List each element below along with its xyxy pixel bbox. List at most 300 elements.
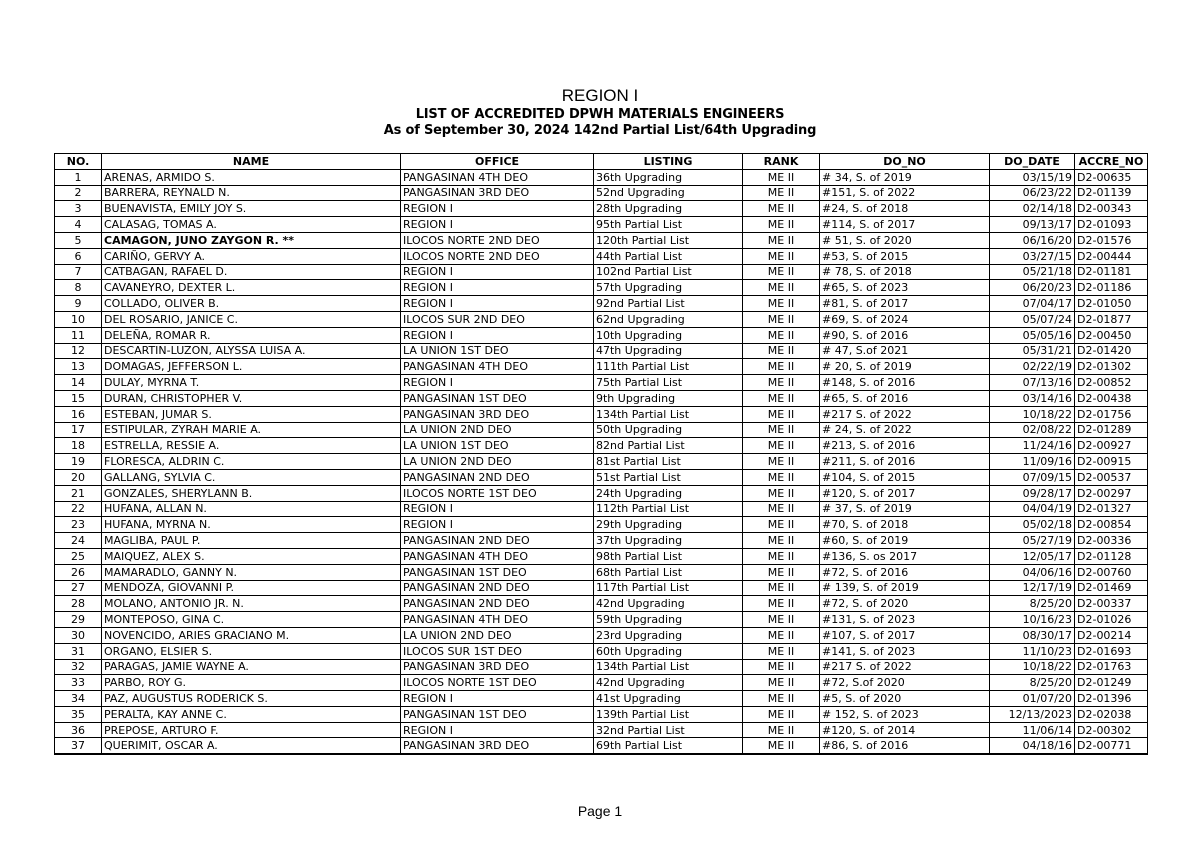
cell-accre-no: D2-01050 — [1075, 296, 1148, 312]
cell-office: PANGASINAN 3RD DEO — [401, 406, 594, 422]
cell-office: PANGASINAN 1ST DEO — [401, 390, 594, 406]
cell-listing: 10th Upgrading — [594, 327, 743, 343]
cell-rank: ME II — [743, 390, 820, 406]
cell-rank: ME II — [743, 517, 820, 533]
cell-office: ILOCOS NORTE 1ST DEO — [401, 485, 594, 501]
cell-office: PANGASINAN 3RD DEO — [401, 185, 594, 201]
cell-do-no: #69, S. of 2024 — [820, 311, 990, 327]
cell-name: ORGANO, ELSIER S. — [102, 643, 401, 659]
cell-do-date: 04/06/16 — [990, 564, 1075, 580]
cell-rank: ME II — [743, 343, 820, 359]
cell-name: ARENAS, ARMIDO S. — [102, 169, 401, 185]
cell-name: QUERIMIT, OSCAR A. — [102, 738, 401, 754]
cell-office: ILOCOS SUR 2ND DEO — [401, 311, 594, 327]
cell-office: REGION I — [401, 691, 594, 707]
col-header-do-no: DO_NO — [820, 154, 990, 170]
cell-listing: 81st Partial List — [594, 454, 743, 470]
cell-accre-no: D2-00915 — [1075, 454, 1148, 470]
cell-listing: 60th Upgrading — [594, 643, 743, 659]
cell-rank: ME II — [743, 627, 820, 643]
cell-rank: ME II — [743, 169, 820, 185]
cell-accre-no: D2-01877 — [1075, 311, 1148, 327]
cell-no: 24 — [55, 533, 102, 549]
col-header-name: NAME — [102, 154, 401, 170]
cell-accre-no: D2-00444 — [1075, 248, 1148, 264]
cell-listing: 47th Upgrading — [594, 343, 743, 359]
cell-do-no: #141, S. of 2023 — [820, 643, 990, 659]
table-row — [55, 390, 1148, 406]
cell-accre-no: D2-01186 — [1075, 280, 1148, 296]
cell-name: DURAN, CHRISTOPHER V. — [102, 390, 401, 406]
cell-do-no: #217 S. of 2022 — [820, 659, 990, 675]
cell-accre-no: D2-01289 — [1075, 422, 1148, 438]
cell-name: ESTRELLA, RESSIE A. — [102, 438, 401, 454]
cell-listing: 28th Upgrading — [594, 201, 743, 217]
cell-office: ILOCOS SUR 1ST DEO — [401, 643, 594, 659]
cell-do-no: #70, S. of 2018 — [820, 517, 990, 533]
col-header-listing: LISTING — [594, 154, 743, 170]
cell-rank: ME II — [743, 675, 820, 691]
cell-do-date: 03/14/16 — [990, 390, 1075, 406]
cell-name: DELEÑA, ROMAR R. — [102, 327, 401, 343]
cell-listing: 29th Upgrading — [594, 517, 743, 533]
table-row — [55, 580, 1148, 596]
cell-name: PREPOSE, ARTURO F. — [102, 722, 401, 738]
cell-do-no: #60, S. of 2019 — [820, 533, 990, 549]
cell-name: GONZALES, SHERYLANN B. — [102, 485, 401, 501]
cell-listing: 117th Partial List — [594, 580, 743, 596]
cell-rank: ME II — [743, 422, 820, 438]
cell-accre-no: D2-00297 — [1075, 485, 1148, 501]
cell-listing: 75th Partial List — [594, 375, 743, 391]
cell-accre-no: D2-01576 — [1075, 232, 1148, 248]
cell-do-no: #120, S. of 2017 — [820, 485, 990, 501]
cell-do-no: # 37, S. of 2019 — [820, 501, 990, 517]
cell-accre-no: D2-01093 — [1075, 217, 1148, 233]
cell-do-date: 05/27/19 — [990, 533, 1075, 549]
cell-accre-no: D2-00537 — [1075, 469, 1148, 485]
cell-rank: ME II — [743, 201, 820, 217]
cell-listing: 69th Partial List — [594, 738, 743, 754]
table-row — [55, 564, 1148, 580]
cell-do-no: #5, S. of 2020 — [820, 691, 990, 707]
cell-office: REGION I — [401, 327, 594, 343]
cell-name: MENDOZA, GIOVANNI P. — [102, 580, 401, 596]
cell-rank: ME II — [743, 738, 820, 754]
cell-accre-no: D2-00438 — [1075, 390, 1148, 406]
cell-office: PANGASINAN 2ND DEO — [401, 580, 594, 596]
table-row — [55, 738, 1148, 754]
table-row — [55, 706, 1148, 722]
cell-do-date: 05/07/24 — [990, 311, 1075, 327]
cell-do-date: 10/18/22 — [990, 406, 1075, 422]
cell-name: COLLADO, OLIVER B. — [102, 296, 401, 312]
table-row — [55, 185, 1148, 201]
cell-rank: ME II — [743, 185, 820, 201]
cell-do-no: #72, S. of 2016 — [820, 564, 990, 580]
cell-do-no: # 139, S. of 2019 — [820, 580, 990, 596]
cell-name: MAIQUEZ, ALEX S. — [102, 548, 401, 564]
cell-do-no: #211, S. of 2016 — [820, 454, 990, 470]
cell-do-no: # 34, S. of 2019 — [820, 169, 990, 185]
cell-name: MONTEPOSO, GINA C. — [102, 612, 401, 628]
cell-listing: 98th Partial List — [594, 548, 743, 564]
cell-listing: 23rd Upgrading — [594, 627, 743, 643]
col-header-rank: RANK — [743, 154, 820, 170]
cell-accre-no: D2-00450 — [1075, 327, 1148, 343]
table-row — [55, 438, 1148, 454]
cell-accre-no: D2-01181 — [1075, 264, 1148, 280]
cell-name: HUFANA, ALLAN N. — [102, 501, 401, 517]
cell-rank: ME II — [743, 706, 820, 722]
cell-do-date: 03/27/15 — [990, 248, 1075, 264]
cell-do-date: 07/13/16 — [990, 375, 1075, 391]
cell-accre-no: D2-00343 — [1075, 201, 1148, 217]
cell-no: 27 — [55, 580, 102, 596]
cell-listing: 95th Partial List — [594, 217, 743, 233]
cell-no: 4 — [55, 217, 102, 233]
cell-name: DEL ROSARIO, JANICE C. — [102, 311, 401, 327]
cell-office: LA UNION 2ND DEO — [401, 422, 594, 438]
cell-rank: ME II — [743, 311, 820, 327]
cell-listing: 111th Partial List — [594, 359, 743, 375]
cell-do-date: 05/02/18 — [990, 517, 1075, 533]
cell-name: MAGLIBA, PAUL P. — [102, 533, 401, 549]
col-header-do-date: DO_DATE — [990, 154, 1075, 170]
table-row — [55, 722, 1148, 738]
table-row — [55, 375, 1148, 391]
cell-listing: 134th Partial List — [594, 406, 743, 422]
cell-do-date: 02/08/22 — [990, 422, 1075, 438]
cell-do-date: 09/13/17 — [990, 217, 1075, 233]
cell-rank: ME II — [743, 612, 820, 628]
region-title: REGION I — [561, 86, 639, 105]
cell-rank: ME II — [743, 264, 820, 280]
table-row — [55, 469, 1148, 485]
cell-no: 34 — [55, 691, 102, 707]
cell-rank: ME II — [743, 722, 820, 738]
cell-name: GALLANG, SYLVIA C. — [102, 469, 401, 485]
cell-no: 36 — [55, 722, 102, 738]
cell-do-date: 07/04/17 — [990, 296, 1075, 312]
cell-do-no: #24, S. of 2018 — [820, 201, 990, 217]
cell-name: PARAGAS, JAMIE WAYNE A. — [102, 659, 401, 675]
cell-listing: 9th Upgrading — [594, 390, 743, 406]
cell-office: LA UNION 2ND DEO — [401, 454, 594, 470]
cell-rank: ME II — [743, 659, 820, 675]
cell-name: PAZ, AUGUSTUS RODERICK S. — [102, 691, 401, 707]
cell-do-no: #131, S. of 2023 — [820, 612, 990, 628]
cell-do-no: #104, S. of 2015 — [820, 469, 990, 485]
cell-accre-no: D2-00760 — [1075, 564, 1148, 580]
cell-office: PANGASINAN 2ND DEO — [401, 533, 594, 549]
cell-rank: ME II — [743, 217, 820, 233]
cell-name: MOLANO, ANTONIO JR. N. — [102, 596, 401, 612]
cell-accre-no: D2-02038 — [1075, 706, 1148, 722]
table-row — [55, 691, 1148, 707]
cell-name: DULAY, MYRNA T. — [102, 375, 401, 391]
cell-do-no: #151, S. of 2022 — [820, 185, 990, 201]
list-title: LIST OF ACCREDITED DPWH MATERIALS ENGINEERS — [415, 107, 785, 122]
table-row — [55, 485, 1148, 501]
table-row — [55, 359, 1148, 375]
cell-listing: 102nd Partial List — [594, 264, 743, 280]
cell-do-date: 11/24/16 — [990, 438, 1075, 454]
col-header-accre-no: ACCRE_NO — [1075, 154, 1148, 170]
cell-do-date: 10/16/23 — [990, 612, 1075, 628]
cell-do-date: 12/13/2023 — [990, 706, 1075, 722]
cell-name: DESCARTIN-LUZON, ALYSSA LUISA A. — [102, 343, 401, 359]
cell-listing: 50th Upgrading — [594, 422, 743, 438]
cell-no: 22 — [55, 501, 102, 517]
table-row — [55, 248, 1148, 264]
cell-office: LA UNION 1ST DEO — [401, 438, 594, 454]
cell-do-date: 8/25/20 — [990, 675, 1075, 691]
cell-do-no: #53, S. of 2015 — [820, 248, 990, 264]
cell-no: 13 — [55, 359, 102, 375]
cell-listing: 42nd Upgrading — [594, 596, 743, 612]
cell-do-no: #114, S. of 2017 — [820, 217, 990, 233]
table-row — [55, 548, 1148, 564]
cell-office: LA UNION 1ST DEO — [401, 343, 594, 359]
cell-listing: 59th Upgrading — [594, 612, 743, 628]
table-row — [55, 217, 1148, 233]
cell-do-date: 08/30/17 — [990, 627, 1075, 643]
cell-no: 31 — [55, 643, 102, 659]
cell-name: BARRERA, REYNALD N. — [102, 185, 401, 201]
cell-rank: ME II — [743, 643, 820, 659]
table-row — [55, 327, 1148, 343]
cell-office: PANGASINAN 3RD DEO — [401, 659, 594, 675]
cell-no: 8 — [55, 280, 102, 296]
cell-office: REGION I — [401, 722, 594, 738]
cell-do-date: 06/16/20 — [990, 232, 1075, 248]
cell-accre-no: D2-01249 — [1075, 675, 1148, 691]
cell-name: CALASAG, TOMAS A. — [102, 217, 401, 233]
cell-name: HUFANA, MYRNA N. — [102, 517, 401, 533]
cell-listing: 42nd Upgrading — [594, 675, 743, 691]
cell-no: 1 — [55, 169, 102, 185]
table-row — [55, 264, 1148, 280]
cell-do-date: 02/22/19 — [990, 359, 1075, 375]
cell-name: PERALTA, KAY ANNE C. — [102, 706, 401, 722]
table-row — [55, 517, 1148, 533]
cell-rank: ME II — [743, 359, 820, 375]
cell-do-date: 04/04/19 — [990, 501, 1075, 517]
table-row — [55, 643, 1148, 659]
cell-office: ILOCOS NORTE 2ND DEO — [401, 248, 594, 264]
cell-listing: 36th Upgrading — [594, 169, 743, 185]
cell-office: PANGASINAN 1ST DEO — [401, 564, 594, 580]
cell-do-date: 04/18/16 — [990, 738, 1075, 754]
cell-do-no: #90, S. of 2016 — [820, 327, 990, 343]
cell-rank: ME II — [743, 248, 820, 264]
cell-no: 17 — [55, 422, 102, 438]
cell-office: REGION I — [401, 201, 594, 217]
table-row — [55, 659, 1148, 675]
cell-office: PANGASINAN 4TH DEO — [401, 169, 594, 185]
as-of-subtitle: As of September 30, 2024 142nd Partial List/64th Upgrading — [383, 123, 817, 138]
cell-accre-no: D2-00852 — [1075, 375, 1148, 391]
table-row — [55, 627, 1148, 643]
cell-do-no: #217 S. of 2022 — [820, 406, 990, 422]
cell-do-no: # 24, S. of 2022 — [820, 422, 990, 438]
cell-accre-no: D2-00927 — [1075, 438, 1148, 454]
cell-listing: 41st Upgrading — [594, 691, 743, 707]
cell-listing: 62nd Upgrading — [594, 311, 743, 327]
cell-listing: 68th Partial List — [594, 564, 743, 580]
cell-office: ILOCOS NORTE 2ND DEO — [401, 232, 594, 248]
cell-accre-no: D2-00337 — [1075, 596, 1148, 612]
cell-accre-no: D2-01327 — [1075, 501, 1148, 517]
cell-name: CAVANEYRO, DEXTER L. — [102, 280, 401, 296]
cell-accre-no: D2-01469 — [1075, 580, 1148, 596]
cell-no: 35 — [55, 706, 102, 722]
cell-name: NOVENCIDO, ARIES GRACIANO M. — [102, 627, 401, 643]
cell-no: 19 — [55, 454, 102, 470]
cell-name: PARBO, ROY G. — [102, 675, 401, 691]
cell-office: REGION I — [401, 517, 594, 533]
cell-name: CAMAGON, JUNO ZAYGON R. ** — [102, 232, 401, 248]
cell-office: ILOCOS NORTE 1ST DEO — [401, 675, 594, 691]
cell-no: 2 — [55, 185, 102, 201]
cell-listing: 37th Upgrading — [594, 533, 743, 549]
table-row — [55, 596, 1148, 612]
cell-rank: ME II — [743, 296, 820, 312]
cell-no: 37 — [55, 738, 102, 754]
cell-no: 12 — [55, 343, 102, 359]
cell-office: REGION I — [401, 264, 594, 280]
cell-office: LA UNION 2ND DEO — [401, 627, 594, 643]
cell-name: DOMAGAS, JEFFERSON L. — [102, 359, 401, 375]
cell-no: 21 — [55, 485, 102, 501]
cell-name: ESTIPULAR, ZYRAH MARIE A. — [102, 422, 401, 438]
cell-office: PANGASINAN 4TH DEO — [401, 359, 594, 375]
table-row — [55, 280, 1148, 296]
cell-rank: ME II — [743, 280, 820, 296]
cell-rank: ME II — [743, 501, 820, 517]
table-row — [55, 296, 1148, 312]
cell-no: 23 — [55, 517, 102, 533]
cell-do-no: # 20, S. of 2019 — [820, 359, 990, 375]
cell-name: CARIÑO, GERVY A. — [102, 248, 401, 264]
cell-no: 11 — [55, 327, 102, 343]
cell-do-date: 06/23/22 — [990, 185, 1075, 201]
cell-do-date: 05/31/21 — [990, 343, 1075, 359]
cell-accre-no: D2-00635 — [1075, 169, 1148, 185]
table-row — [55, 533, 1148, 549]
cell-office: PANGASINAN 4TH DEO — [401, 612, 594, 628]
table-row — [55, 169, 1148, 185]
cell-no: 3 — [55, 201, 102, 217]
cell-do-date: 11/10/23 — [990, 643, 1075, 659]
table-row — [55, 406, 1148, 422]
cell-accre-no: D2-01693 — [1075, 643, 1148, 659]
table-row — [55, 201, 1148, 217]
cell-office: PANGASINAN 3RD DEO — [401, 738, 594, 754]
cell-name: FLORESCA, ALDRIN C. — [102, 454, 401, 470]
table-row — [55, 454, 1148, 470]
table-row — [55, 612, 1148, 628]
cell-do-no: #81, S. of 2017 — [820, 296, 990, 312]
cell-listing: 57th Upgrading — [594, 280, 743, 296]
cell-rank: ME II — [743, 485, 820, 501]
table-row — [55, 422, 1148, 438]
cell-office: PANGASINAN 2ND DEO — [401, 469, 594, 485]
cell-accre-no: D2-01128 — [1075, 548, 1148, 564]
table-row — [55, 675, 1148, 691]
cell-do-date: 05/05/16 — [990, 327, 1075, 343]
cell-office: PANGASINAN 1ST DEO — [401, 706, 594, 722]
cell-rank: ME II — [743, 454, 820, 470]
cell-no: 5 — [55, 232, 102, 248]
cell-name: ESTEBAN, JUMAR S. — [102, 406, 401, 422]
cell-rank: ME II — [743, 533, 820, 549]
cell-do-no: # 152, S. of 2023 — [820, 706, 990, 722]
cell-office: REGION I — [401, 280, 594, 296]
cell-listing: 120th Partial List — [594, 232, 743, 248]
cell-no: 15 — [55, 390, 102, 406]
cell-listing: 44th Partial List — [594, 248, 743, 264]
cell-no: 33 — [55, 675, 102, 691]
cell-rank: ME II — [743, 406, 820, 422]
cell-accre-no: D2-00214 — [1075, 627, 1148, 643]
cell-do-no: #72, S. of 2020 — [820, 596, 990, 612]
cell-accre-no: D2-00336 — [1075, 533, 1148, 549]
cell-rank: ME II — [743, 232, 820, 248]
cell-do-date: 01/07/20 — [990, 691, 1075, 707]
cell-name: MAMARADLO, GANNY N. — [102, 564, 401, 580]
cell-office: PANGASINAN 4TH DEO — [401, 548, 594, 564]
cell-listing: 82nd Partial List — [594, 438, 743, 454]
cell-no: 7 — [55, 264, 102, 280]
cell-no: 26 — [55, 564, 102, 580]
cell-do-date: 05/21/18 — [990, 264, 1075, 280]
cell-accre-no: D2-00771 — [1075, 738, 1148, 754]
cell-rank: ME II — [743, 469, 820, 485]
cell-listing: 32nd Partial List — [594, 722, 743, 738]
cell-accre-no: D2-00854 — [1075, 517, 1148, 533]
cell-accre-no: D2-01763 — [1075, 659, 1148, 675]
cell-rank: ME II — [743, 580, 820, 596]
cell-rank: ME II — [743, 375, 820, 391]
cell-do-date: 12/17/19 — [990, 580, 1075, 596]
cell-accre-no: D2-01396 — [1075, 691, 1148, 707]
cell-no: 10 — [55, 311, 102, 327]
cell-do-no: #120, S. of 2014 — [820, 722, 990, 738]
cell-name: CATBAGAN, RAFAEL D. — [102, 264, 401, 280]
cell-rank: ME II — [743, 548, 820, 564]
cell-no: 18 — [55, 438, 102, 454]
cell-listing: 51st Partial List — [594, 469, 743, 485]
cell-accre-no: D2-01420 — [1075, 343, 1148, 359]
cell-no: 20 — [55, 469, 102, 485]
cell-do-no: #65, S. of 2023 — [820, 280, 990, 296]
cell-do-date: 03/15/19 — [990, 169, 1075, 185]
cell-no: 9 — [55, 296, 102, 312]
col-header-office: OFFICE — [401, 154, 594, 170]
cell-office: PANGASINAN 2ND DEO — [401, 596, 594, 612]
cell-rank: ME II — [743, 327, 820, 343]
cell-no: 29 — [55, 612, 102, 628]
table-row — [55, 311, 1148, 327]
cell-no: 28 — [55, 596, 102, 612]
cell-do-date: 8/25/20 — [990, 596, 1075, 612]
cell-no: 16 — [55, 406, 102, 422]
cell-do-no: #136, S. os 2017 — [820, 548, 990, 564]
cell-accre-no: D2-00302 — [1075, 722, 1148, 738]
cell-listing: 92nd Partial List — [594, 296, 743, 312]
